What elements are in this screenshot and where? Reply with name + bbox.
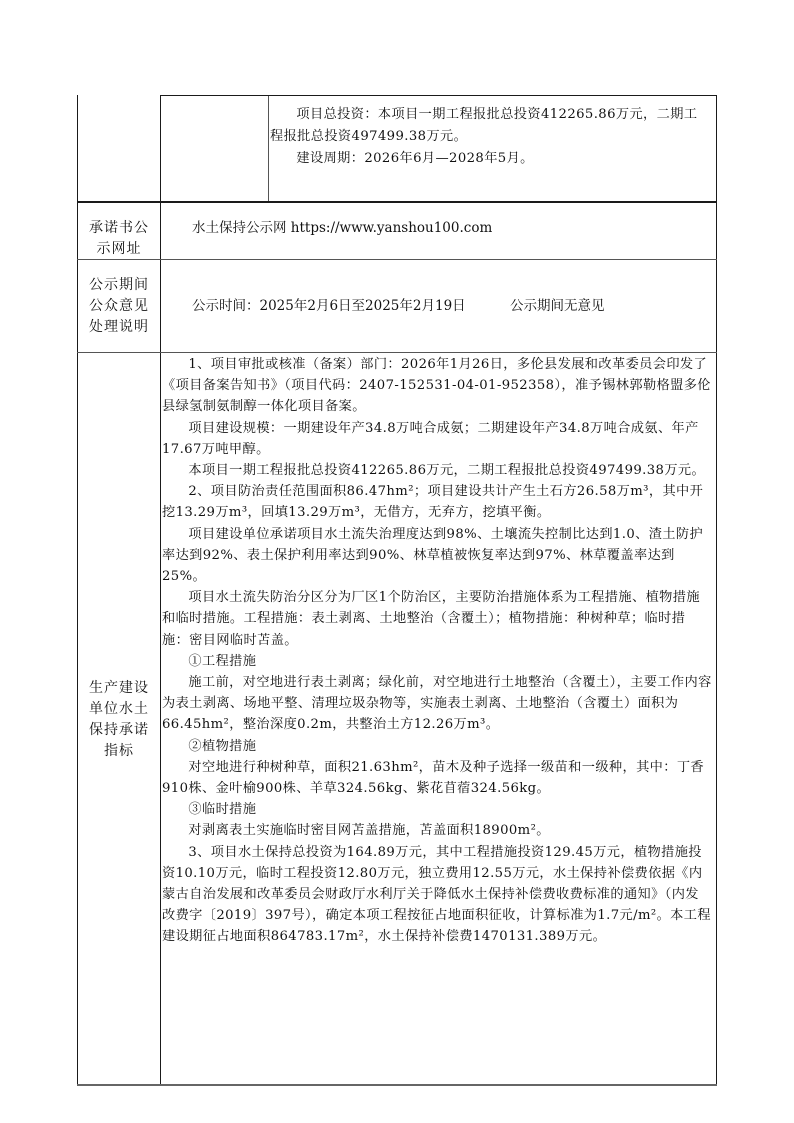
label-line: 保持承诺 xyxy=(89,722,149,738)
investment-paragraph: 本项目一期工程报批总投资412265.86万元，二期工程报批总投资497499.38万元。 xyxy=(188,463,706,479)
label-line: 处理说明 xyxy=(89,319,149,335)
plant-measures-heading: ②植物措施 xyxy=(188,738,257,754)
engineering-measures-heading: ①工程措施 xyxy=(188,653,257,669)
targets-paragraph: 项目建设单位承诺项目水土流失治理度达到98%、土壤流失控制比达到1.0、渣土防护率达到92%、表土保护利用率达到90%、林草植被恢复率达到97%、林草覆盖率达到25%。 xyxy=(162,526,704,585)
public-opinion-content xyxy=(192,296,712,316)
label-line: 公众意见 xyxy=(89,298,149,314)
website-content xyxy=(192,218,712,238)
table-column-divider xyxy=(160,95,161,1085)
commitment-content xyxy=(162,354,712,948)
total-investment-text: 项目总投资：本项目一期工程报批总投资412265.86万元，二期工程报批总投资497499.38万元。 xyxy=(270,107,698,144)
row-divider-3 xyxy=(77,352,717,353)
label-line: 指标 xyxy=(104,743,134,759)
label-line: 单位水土 xyxy=(89,701,149,717)
publicity-time-text: 公示时间：2025年2月6日至2025年2月19日 xyxy=(192,298,466,314)
table-inner-column-divider xyxy=(268,95,269,201)
row-label-public-opinion xyxy=(78,275,160,338)
project-investment-cell xyxy=(270,104,710,170)
label-line: 公示期间 xyxy=(89,277,149,293)
temporary-measures-paragraph: 对剥离表土实施临时密目网苫盖措施，苫盖面积18900m²。 xyxy=(188,823,550,839)
table-top-border xyxy=(160,95,717,96)
temporary-measures-heading: ③临时措施 xyxy=(188,802,257,818)
scale-paragraph: 项目建设规模：一期建设年产34.8万吨合成氨；二期建设年产34.8万吨合成氨、年产17.67万吨甲醇。 xyxy=(162,420,699,457)
table-border-right xyxy=(716,95,717,1085)
row-label-commitment-indicators xyxy=(78,678,160,762)
row-divider-2 xyxy=(77,259,717,260)
approval-paragraph: 1、项目审批或核准（备案）部门：2026年1月26日，多伦县发展和改革委员会印发了《项目备案告知书》（项目代码：2407-152531-04-01-952358），准予锡林郭勒格盟多伦县绿氢制氨制醇一体化项目备案。 xyxy=(162,357,711,415)
table-bottom-border xyxy=(77,1084,717,1086)
row-label-website xyxy=(78,218,160,260)
construction-period-text: 建设周期：2026年6月—2028年5月。 xyxy=(296,151,534,166)
opinion-result-text: 公示期间无意见 xyxy=(509,298,605,314)
publicity-website-link[interactable]: 水土保持公示网 https://www.yanshou100.com xyxy=(192,220,493,236)
label-line: 示网址 xyxy=(96,241,142,257)
plant-measures-paragraph: 对空地进行种树种草，面积21.63hm²，苗木及种子选择一级苗和一级种，其中：丁香910株、金叶榆900株、羊草324.56kg、紫花苜蓿324.56kg。 xyxy=(162,759,705,797)
soil-conservation-investment-paragraph: 3、项目水土保持总投资为164.89万元，其中工程措施投资129.45万元，植物措施投资10.10万元，临时工程投资12.80万元，独立费用12.55万元，水土保持补偿费依据《内蒙古自治发展和改革委员会财政厅水利厅关于降低水土保持补偿费收费标准的通知》（内发改费字〔2019〕397号），确定本项工程按征占地面积征收，计算标准为1.7元/m²。本工程建设期征占地面积864783.17m²，水土保持补偿费1470131.389万元。 xyxy=(162,844,711,945)
engineering-measures-paragraph: 施工前，对空地进行表土剥离；绿化前，对空地进行土地整治（含覆土），主要工作内容为表土剥离、场地平整、清理垃圾杂物等，实施表土剥离、土地整治（含覆土）面积为66.45hm²，整治深度0.2m，共整治土方12.26万m³。 xyxy=(162,675,712,733)
zoning-paragraph: 项目水土流失防治分区分为厂区1个防治区，主要防治措施体系为工程措施、植物措施和临时措施。工程措施：表土剥离、土地整治（含覆土）；植物措施：种树种草；临时措施：密目网临时苫盖。 xyxy=(162,590,700,648)
label-line: 生产建设 xyxy=(89,680,149,696)
row-divider-1 xyxy=(77,201,717,203)
responsibility-area-paragraph: 2、项目防治责任范围面积86.47hm²；项目建设共计产生土石方26.58万m³，其中开挖13.29万m³，回填13.29万m³，无借方，无弃方，挖填平衡。 xyxy=(162,484,704,521)
label-line: 承诺书公 xyxy=(89,220,149,236)
